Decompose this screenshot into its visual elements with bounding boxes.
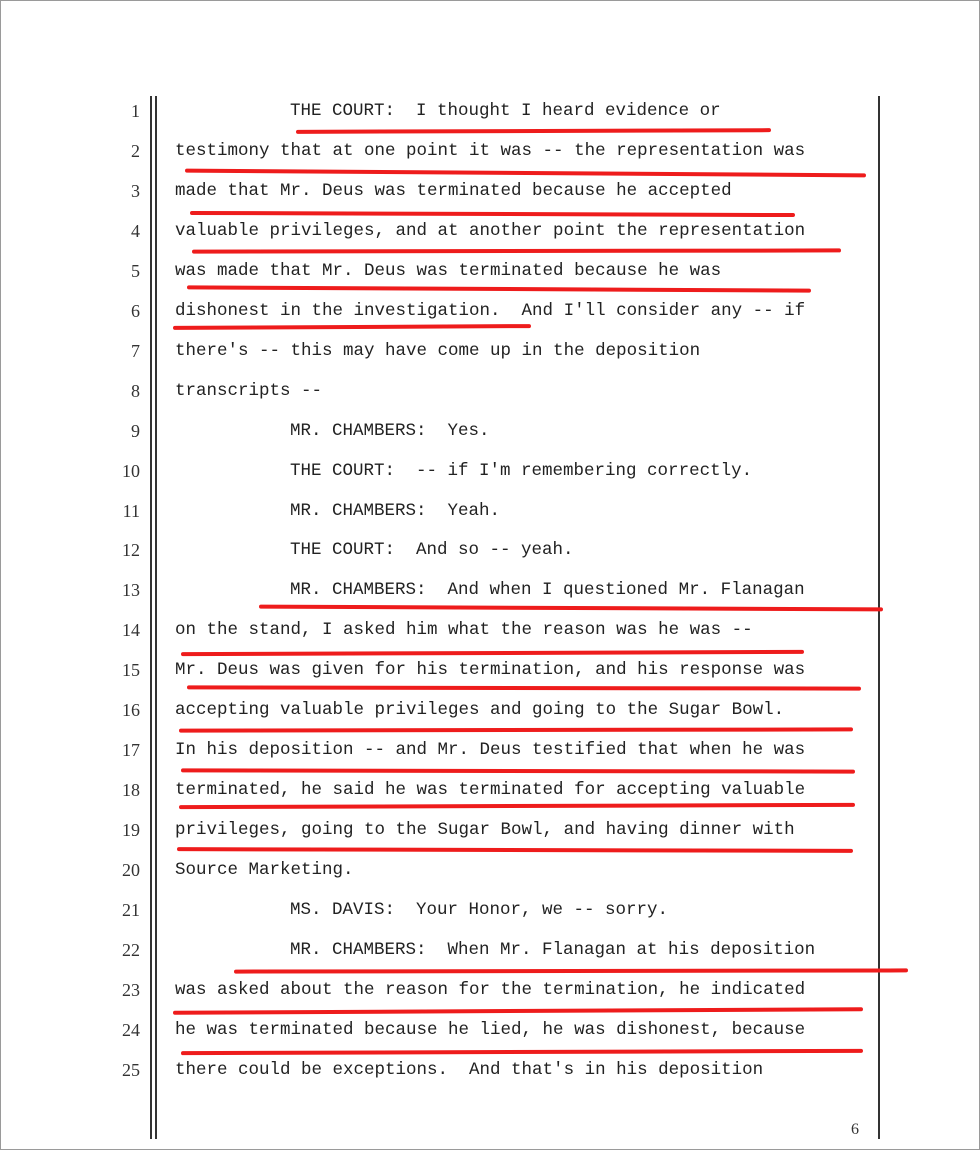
transcript-line: MR. CHAMBERS: And when I questioned Mr. Flanagan [290, 580, 805, 601]
transcript-line: privileges, going to the Sugar Bowl, and having dinner with [175, 820, 795, 841]
line-number: 6 [131, 300, 140, 321]
red-underline-line-13 [259, 605, 883, 612]
red-underline-line-22 [234, 968, 908, 973]
transcript-line: THE COURT: I thought I heard evidence or [290, 101, 721, 121]
line-number: 1 [131, 101, 140, 121]
left-margin-rule-inner [155, 96, 157, 1139]
red-underline-line-18 [179, 803, 855, 809]
transcript-line: Mr. Deus was given for his termination, and his response was [175, 660, 806, 681]
transcript-line: there's -- this may have come up in the deposition [175, 340, 701, 361]
line-number: 15 [122, 660, 140, 681]
red-underline-line-16 [179, 727, 853, 732]
transcript-line: Source Marketing. [175, 860, 354, 881]
red-underline-line-23 [173, 1007, 863, 1015]
line-number: 25 [122, 1059, 140, 1080]
line-number: 21 [122, 900, 140, 920]
red-underline-line-1 [296, 128, 771, 134]
red-underline-line-4 [192, 248, 841, 253]
transcript-line: accepting valuable privileges and going to the Sugar Bowl. [175, 700, 785, 721]
red-underline-line-2 [185, 169, 866, 178]
line-number: 4 [131, 220, 140, 241]
line-number: 9 [131, 420, 140, 441]
red-underline-line-17 [181, 768, 855, 773]
line-number: 24 [122, 1019, 140, 1040]
transcript-line: MR. CHAMBERS: Yes. [290, 420, 490, 441]
transcript-line: testimony that at one point it was -- the representation was [175, 140, 806, 161]
red-underline-line-15 [187, 685, 861, 690]
line-number: 12 [122, 540, 140, 561]
line-number: 3 [131, 180, 140, 201]
transcript-line: transcripts -- [175, 380, 323, 401]
line-number: 10 [122, 460, 140, 481]
transcript-line: was made that Mr. Deus was terminated because he was [175, 260, 722, 281]
red-underline-line-3 [190, 211, 795, 217]
red-underline-line-5 [187, 285, 811, 292]
line-number: 20 [122, 860, 140, 881]
right-margin-rule [878, 96, 880, 1139]
line-number: 11 [122, 500, 140, 521]
transcript-line: was asked about the reason for the termination, he indicated [175, 979, 806, 1000]
transcript-line: MS. DAVIS: Your Honor, we -- sorry. [290, 900, 669, 920]
transcript-line: on the stand, I asked him what the reason was he was -- [175, 620, 753, 641]
line-number: 14 [122, 620, 140, 641]
red-underline-line-24 [181, 1049, 863, 1055]
line-number: 17 [122, 740, 140, 761]
transcript-line: THE COURT: -- if I'm remembering correctly. [290, 460, 753, 481]
line-number: 19 [122, 820, 140, 841]
transcript-line: made that Mr. Deus was terminated because he accepted [175, 180, 732, 201]
page-number: 6 [851, 1121, 859, 1138]
red-underline-line-6 [173, 324, 531, 330]
left-margin-rule [150, 96, 152, 1139]
transcript-line: dishonest in the investigation. And I'll consider any -- if [175, 300, 806, 321]
transcript-line: In his deposition -- and Mr. Deus testified that when he was [175, 740, 806, 761]
transcript-line: THE COURT: And so -- yeah. [290, 540, 574, 561]
transcript-line: he was terminated because he lied, he was dishonest, because [175, 1019, 806, 1040]
transcript-line: MR. CHAMBERS: Yeah. [290, 500, 501, 521]
red-underline-line-19 [177, 847, 853, 853]
red-underline-line-14 [181, 650, 804, 656]
line-number: 23 [122, 979, 140, 1000]
line-number: 7 [131, 340, 140, 361]
line-number: 2 [131, 140, 140, 161]
transcript-line: MR. CHAMBERS: When Mr. Flanagan at his deposition [290, 939, 816, 960]
line-number: 5 [131, 260, 140, 281]
transcript-line: valuable privileges, and at another point the representation [175, 220, 806, 241]
transcript-line: there could be exceptions. And that's in his deposition [175, 1059, 764, 1080]
line-number: 18 [122, 780, 140, 801]
line-number: 8 [131, 380, 140, 401]
line-number: 13 [122, 580, 140, 601]
line-number: 16 [122, 700, 140, 721]
line-number: 22 [122, 939, 140, 960]
transcript-line: terminated, he said he was terminated for accepting valuable [175, 780, 806, 801]
